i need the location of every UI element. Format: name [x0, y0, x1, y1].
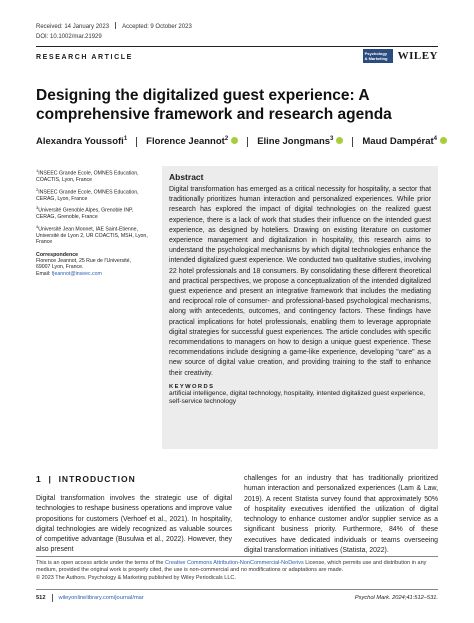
header-rule [36, 46, 438, 47]
footer-rule [36, 589, 438, 590]
intro-right-column: challenges for an industry that has traditionally prioritized human interaction and personalized experiences (Lam & Law, 2019). A recent Statista survey found that approximately 50% of hospitality executives identified the utilization of digital technology to enhance customer and/or supplier service as a significant business priority. Furthermore, 84% of these executives have dedicated individuals or teams overseeing digital transformation initiatives (Statista, 2022). [244, 475, 438, 555]
correspondence-email-link[interactable]: fjeannot@inseec.com [51, 270, 102, 277]
orcid-icon[interactable] [231, 137, 238, 144]
affiliation-4: $^4$Université Jean Monnet, IAE Saint-Etienne, Université de Lyon 2, UR COACTIS, MSH, Lyon, France [36, 223, 148, 246]
correspondence-email-line: Email: fjeannot@inseec.com [36, 270, 102, 277]
correspondence-name: Florence Jeannot, 25 Rue de l'Université, [36, 258, 131, 264]
correspondence-address: 69007 Lyon, France. [36, 264, 84, 271]
publisher-logos [363, 49, 438, 63]
author-divider [136, 137, 137, 147]
author-3[interactable]: Eline Jongmans$^3$ [257, 136, 343, 147]
page-number: 512 [36, 595, 46, 601]
author-divider [247, 137, 248, 147]
doi[interactable]: DOI: 10.1002/mar.21929 [36, 34, 102, 40]
article-title: Designing the digitalized guest experience: A comprehensive framework and research agenda [36, 87, 392, 123]
author-1[interactable]: Alexandra Youssofi$^1$ [36, 136, 128, 148]
footer-divider [52, 594, 53, 602]
author-4[interactable]: Maud Dampérat$^4$ [362, 136, 447, 147]
article-type: RESEARCH ARTICLE [36, 54, 133, 61]
keywords-text: artificial intelligence, digital technology, hospitality, intented digitalized guest experience, self-service technology [169, 389, 425, 406]
affiliation-3: $^3$Université Grenoble Alpes, Grenoble INP, CERAG, Grenoble, France [36, 205, 134, 221]
intro-left-column: Digital transformation involves the strategic use of digital technologies to reshape business operations and improve value propositions for customers (Verhoef et al., 2021). In hospitality, digital technologies are widely recognized as valuable sources of competitive advantage (Busulwa et al., 2022). However, they also present [36, 495, 232, 554]
copyright: © 2023 The Authors. Psychology & Marketing published by Wiley Periodicals LLC. [36, 574, 236, 581]
meta-divider [115, 22, 116, 29]
license-link[interactable]: Creative Commons Attribution-NonCommercial-NoDerivs [165, 560, 304, 566]
author-list [36, 136, 447, 147]
page-footer [36, 594, 438, 602]
orcid-icon[interactable] [336, 137, 343, 144]
affiliation-2: $^2$INSEEC Grande Ecole, OMNES Education, CERAG, Lyon, France [36, 186, 139, 202]
received-date: Received: 14 January 2023 [36, 24, 110, 30]
abstract-text: Digital transformation has emerged as a critical necessity for hospitality, a sector that traditionally prioritizes human interaction and personalized experiences. While prior research has explored the impact of digital technologies on the realized guest experience, there is a lack of work that studies their influence on the intended guest experience, as designed by hoteliers. Drawing on existing literature on customer experience management and digitalization in hospitality, this research aims to understand the psychological mechanisms by which digital technologies enhance the intended digitalized guest experience. We conducted two qualitative studies, involving 22 hotel professionals and 18 consumers. By consolidating these different theoretical and practical perspectives, we propose a conceptualization of the intended digitalized guest experience and present an integrative framework that includes the mediating and reciprocal role of consumer- and professional-based psychological mechanisms, along with antecedents, outcomes, and contingency factors. These findings have practical implications for hotel professionals, enabling them to leverage appropriate digital strategies for successful guest experiences. The article concludes with specific recommendations to managers on how to design a unique guest experience. These recommendations include designing a game-like experience, developing "care" as a new source of digital value creation, and providing training to the staff to enhance their creativity. [169, 186, 431, 377]
abstract-heading: Abstract [169, 172, 204, 182]
license-notice: This is an open access article under the terms of the Creative Commons Attribution-NonCommercial-NoDerivs License, which permits use and distribution in any medium, provided the original work is properly cited, the use is non-commercial and no modifications or adaptations are made. © 2023 The Authors. Psychology & Marketing published by Wiley Periodicals LLC. [36, 560, 427, 581]
citation: Psychol Mark. 2024;41:512–531. [354, 595, 438, 601]
author-divider [352, 137, 353, 147]
accepted-date: Accepted: 9 October 2023 [122, 24, 192, 30]
journal-logo: Psychology & Marketing [363, 49, 393, 63]
keywords-heading: KEYWORDS [169, 383, 215, 390]
journal-url[interactable]: wileyonlinelibrary.com/journal/mar [58, 595, 144, 601]
affiliation-1: $^1$INSEEC Grande Ecole, OMNES Education, COACTIS, Lyon, France [36, 168, 139, 184]
footnote-rule [36, 556, 438, 557]
section-heading-introduction: 1 | INTRODUCTION [36, 474, 136, 484]
wiley-logo: WILEY [397, 50, 438, 62]
abstract-box [162, 166, 438, 449]
orcid-icon[interactable] [440, 137, 447, 144]
correspondence-heading: Correspondence [36, 251, 79, 258]
author-2[interactable]: Florence Jeannot$^2$ [146, 136, 238, 147]
affiliations [36, 168, 154, 277]
article-dates [36, 22, 192, 30]
